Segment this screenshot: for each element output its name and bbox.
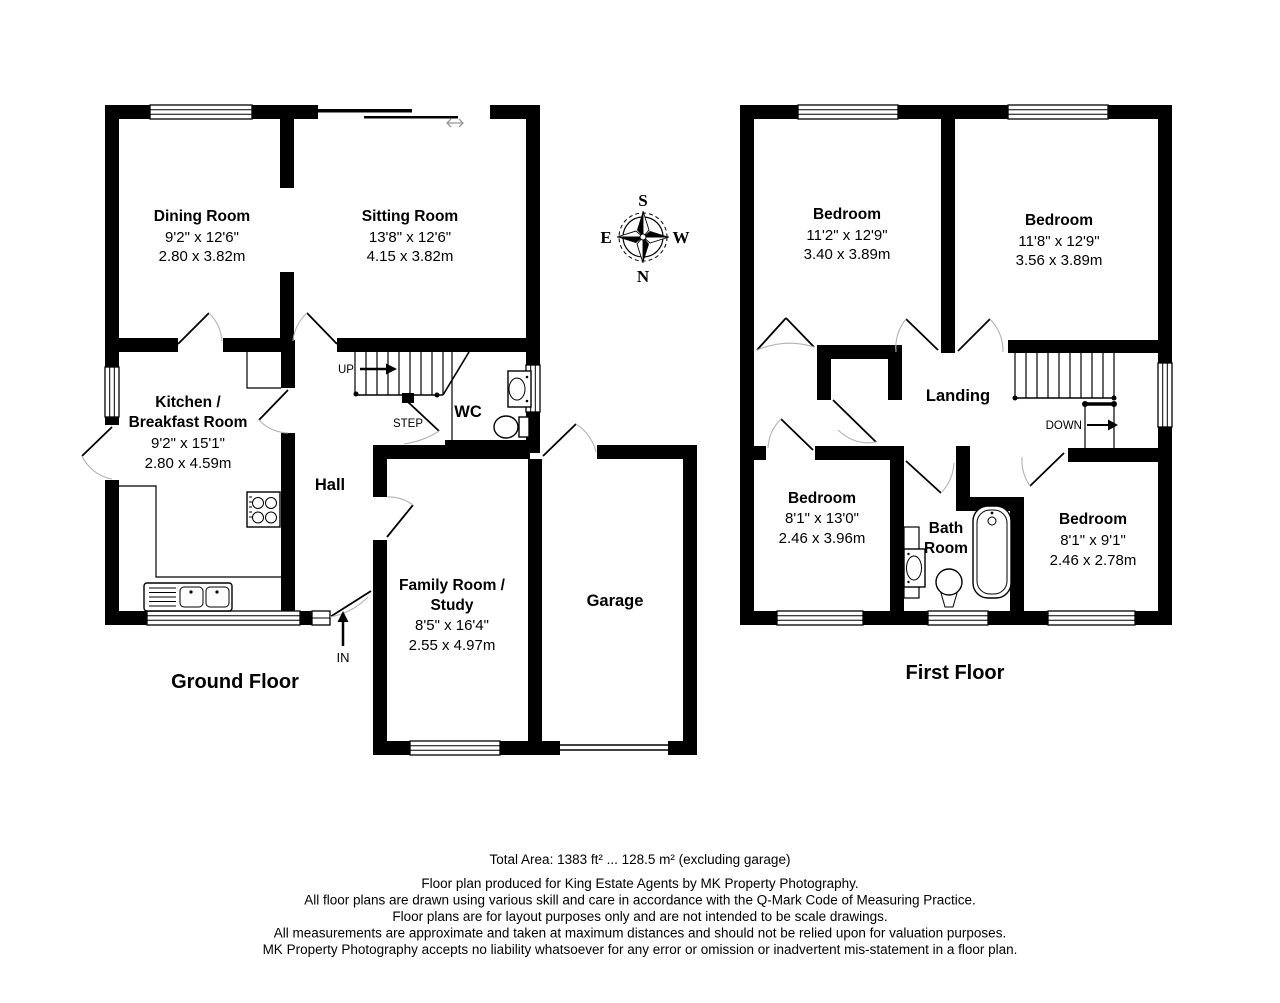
down-arrow-icon bbox=[1087, 420, 1118, 431]
in-arrow-icon bbox=[338, 611, 349, 622]
bedroom3-label: Bedroom bbox=[787, 490, 857, 507]
step-label: STEP bbox=[392, 418, 424, 430]
bathroom-toilet-icon bbox=[936, 569, 962, 607]
kitchen-sink-icon bbox=[144, 583, 232, 611]
compass-east-label: E bbox=[600, 228, 612, 247]
kitchen-dims-imperial: 9'2" x 15'1" bbox=[151, 435, 225, 452]
disclaimer-line-3: Floor plans are for layout purposes only and are not intended to be scale drawings. bbox=[392, 909, 888, 924]
bedroom1-dims-imperial: 11'2" x 12'9" bbox=[806, 227, 888, 244]
ground-floor-plan bbox=[82, 105, 697, 755]
kitchen-label-line1: Kitchen / bbox=[155, 394, 221, 411]
total-area-text: Total Area: 1383 ft² ... 128.5 m² (excluding garage) bbox=[489, 852, 791, 867]
bedroom2-label: Bedroom bbox=[1024, 212, 1094, 229]
compass-west-label: W bbox=[672, 228, 690, 247]
dining-room-dims-metric: 2.80 x 3.82m bbox=[158, 248, 246, 265]
stairs-down bbox=[1013, 353, 1119, 448]
bedroom4-dims-metric: 2.46 x 2.78m bbox=[1049, 552, 1137, 569]
sitting-room-dims-metric: 4.15 x 3.82m bbox=[366, 248, 454, 265]
in-label: IN bbox=[336, 650, 350, 665]
kitchen-fixtures bbox=[119, 352, 281, 611]
bedroom2-dims-imperial: 11'8" x 12'9" bbox=[1018, 233, 1100, 250]
bathroom-basin-icon bbox=[904, 527, 925, 598]
first-floor-title: First Floor bbox=[905, 662, 1005, 684]
disclaimer-line-4: All measurements are approximate and taken at maximum distances and should not be relied upon for valuation purposes. bbox=[273, 925, 1007, 941]
bathtub-icon bbox=[973, 506, 1011, 598]
bedroom4-dims-imperial: 8'1" x 9'1" bbox=[1060, 532, 1126, 549]
compass-south-label: S bbox=[638, 191, 648, 210]
up-label: UP bbox=[338, 364, 354, 376]
compass-star-icon bbox=[617, 211, 669, 263]
bathroom-label-line1: Bath bbox=[928, 520, 964, 537]
family-room-label-line1: Family Room / bbox=[399, 577, 505, 594]
wc-label: WC bbox=[454, 403, 482, 421]
garage-door bbox=[560, 745, 668, 750]
front-entrance-arrow bbox=[338, 611, 349, 646]
first-floor-plan bbox=[740, 105, 1172, 684]
bedroom1-dims-metric: 3.40 x 3.89m bbox=[803, 246, 891, 263]
bedroom4-label: Bedroom bbox=[1058, 511, 1128, 528]
bedroom3-dims-imperial: 8'1" x 13'0" bbox=[785, 510, 859, 527]
kitchen-hob-icon bbox=[247, 492, 280, 527]
family-room-label-line2: Study bbox=[430, 597, 474, 614]
kitchen-label-line2: Breakfast Room bbox=[128, 414, 248, 431]
down-label: DOWN bbox=[1045, 420, 1082, 432]
disclaimer-line-2: All floor plans are drawn using various skill and care in accordance with the Q-Mark Code of Measuring Practice. bbox=[304, 892, 976, 908]
ground-floor-title: Ground Floor bbox=[171, 671, 299, 693]
disclaimer-line-1: Floor plan produced for King Estate Agents by MK Property Photography. bbox=[421, 876, 859, 891]
bathroom-label-line2: Room bbox=[924, 540, 968, 557]
family-room-dims-metric: 2.55 x 4.97m bbox=[408, 637, 496, 654]
bedroom3-dims-metric: 2.46 x 3.96m bbox=[778, 530, 866, 547]
compass-rose bbox=[600, 191, 689, 286]
landing-label: Landing bbox=[925, 387, 991, 405]
dining-room-dims-imperial: 9'2" x 12'6" bbox=[165, 229, 239, 246]
hall-label: Hall bbox=[314, 476, 346, 494]
dining-room-label: Dining Room bbox=[153, 208, 251, 225]
kitchen-dims-metric: 2.80 x 4.59m bbox=[144, 455, 232, 472]
sitting-room-label: Sitting Room bbox=[361, 208, 459, 225]
wc-toilet-icon bbox=[494, 416, 529, 438]
wc-fixtures bbox=[452, 352, 531, 440]
compass-north-label: N bbox=[636, 267, 650, 286]
sitting-room-dims-imperial: 13'8" x 12'6" bbox=[368, 229, 452, 246]
slide-direction-arrow-icon bbox=[447, 119, 463, 127]
kitchen-pantry bbox=[247, 352, 281, 388]
bedroom1-label: Bedroom bbox=[812, 206, 882, 223]
family-room-dims-imperial: 8'5" x 16'4" bbox=[415, 617, 489, 634]
bedroom2-dims-metric: 3.56 x 3.89m bbox=[1015, 252, 1103, 269]
wc-basin-icon bbox=[508, 371, 531, 407]
footer-notes bbox=[263, 852, 1018, 957]
disclaimer-line-5: MK Property Photography accepts no liability whatsoever for any error or omission or inadvertent mis-statement in a floor plan. bbox=[262, 942, 1018, 957]
patio-sliding-door bbox=[318, 109, 463, 127]
garage-label: Garage bbox=[586, 592, 644, 610]
